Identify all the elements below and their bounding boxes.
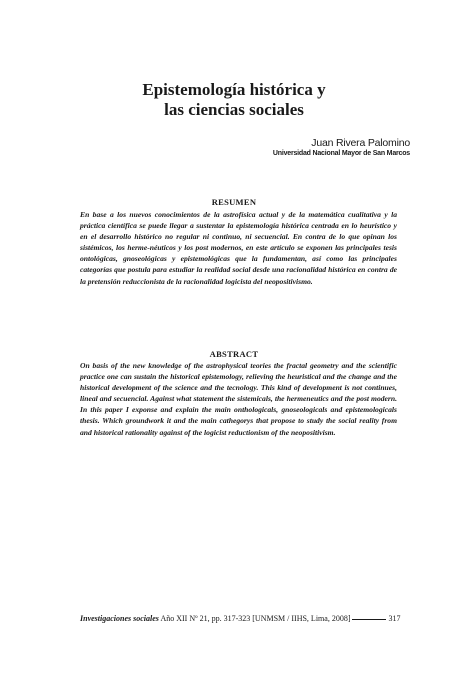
author-name: Juan Rivera Palomino	[311, 137, 410, 149]
abstract-heading: ABSTRACT	[209, 349, 259, 359]
article-title: Epistemología histórica y las ciencias sociales	[142, 80, 326, 119]
journal-citation: Año XII Nº 21, pp. 317-323 [UNMSM / IIHS, Lima, 2008]	[160, 614, 351, 623]
resumen-heading: RESUMEN	[211, 197, 257, 207]
page-number: 317	[388, 614, 401, 623]
journal-name: Investigaciones sociales	[80, 614, 159, 623]
footer-rule	[352, 619, 386, 620]
page-footer	[80, 614, 410, 623]
author-affiliation: Universidad Nacional Mayor de San Marcos	[272, 150, 410, 157]
abstract-text: On basis of the new knowledge of the astrophysical teories the fractal geometry and the scientific practice one can sustain the historical epistemology, relieving the heuristical and the change and the historical development of the science and the tecnology. This kind of development is not continues, lineal and secuencial. Against what statement the sistemicals, the hermeneutics and the post modern. In this paper I exponse and explain the main onthologicals, gnoseologicals and epistemologicals thesis. Which groundwork it and the main cathegorys that propose to study the social reality from and historical rationality against of the logicist reductionism of the neopositivism.	[80, 361, 397, 437]
resumen-text: En base a los nuevos conocimientos de la astrofísica actual y de la matemática cualitativa y la práctica científica se puede llegar a sustentar la epistemología histórica centrada en lo heurístico y en el desarrollo histórico no regular ni continuo, ni secuencial. En contra de lo que opinan los sistémicos, los herme-néuticos y los post modernos, en este artículo se exponen las principales tesis ontológicas, gnoseológicas y epistemológicas que la fundamentan, así como las principales categorías que postula para estudiar la realidad social desde una racionalidad histórica en contra de la pretensión reduccionista de la racionalidad logicista del neopositivismo.	[80, 210, 397, 286]
